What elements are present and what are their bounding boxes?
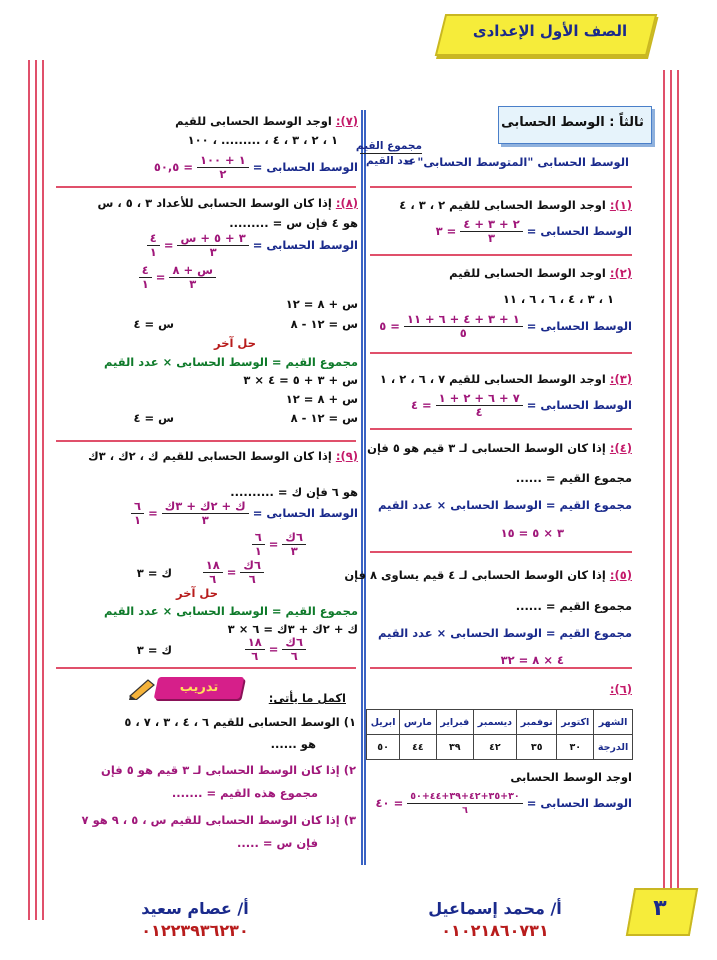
q5-number: (٥): — [609, 568, 632, 582]
q5-line3: مجموع القيم = الوسط الحسابى × عدد القيم — [378, 626, 632, 640]
q7-values: ١ ، ٢ ، ٣ ، ٤ ، ......... ، ١٠٠ — [187, 133, 338, 147]
q9-fraction-g — [282, 636, 306, 663]
q8-f1-denominator: ٣ — [209, 245, 217, 259]
table-cell: ٤٤ — [400, 735, 437, 760]
separator — [370, 428, 632, 430]
q7-denominator: ٢ — [219, 167, 227, 181]
practice-badge-label: تدريب — [179, 680, 219, 695]
q8-number: (٨): — [335, 196, 358, 210]
q1-result: = ٣ — [435, 224, 457, 238]
separator — [370, 352, 632, 354]
q9-t2-denominator: ٦ — [209, 572, 217, 586]
frame-left-line-2 — [35, 60, 37, 920]
q1-text: اوجد الوسط الحسابى للقيم ٢ ، ٣ ، ٤ — [399, 198, 606, 212]
q8-alt-heading: حل آخر — [214, 336, 256, 350]
q8-l1: س + ٨ = ١٢ — [285, 297, 358, 311]
q9-u2-denominator: ٦ — [251, 649, 259, 663]
q8-fraction-d — [139, 264, 152, 291]
practice-item-1b: هو ...... — [270, 737, 316, 751]
q8-step2: $\frac{\text{س + ٨}}{٣}$ = $\frac{٤}{١}$ — [56, 264, 216, 291]
q7-number: (٧): — [335, 114, 358, 128]
q9-t2-numerator: ١٨ — [203, 559, 223, 573]
q9-step2: $\frac{\text{٦ك}}{٣}$ = $\frac{٦}{١}$ — [56, 531, 306, 558]
practice-heading: اكمل ما يأتى: — [268, 691, 346, 705]
q7-line — [56, 114, 358, 128]
practice-item-1: ١) الوسط الحسابى للقيم ٦ ، ٤ ، ٣ ، ٧ ، ٥ — [124, 715, 356, 729]
q9-fraction-e — [240, 559, 264, 586]
q7-fraction — [197, 154, 249, 181]
q9-u1-numerator: ٦ك — [282, 636, 306, 650]
q3-fraction — [436, 392, 523, 419]
separator — [56, 440, 356, 442]
practice-item-3b: فإن س = ..... — [236, 836, 318, 850]
definition-fraction — [355, 139, 422, 168]
q2-values: ١ ، ٣ ، ٤ ، ٦ ، ٦ ، ١١ — [502, 292, 614, 306]
q5-line2: مجموع القيم = ...... — [515, 599, 632, 613]
q6-number: (٦): — [609, 682, 632, 696]
q9-step1: الوسط الحسابى = $\frac{\text{ك + ٢ك + ٣ك}}{٣}$ = $\frac{٦}{١}$ — [56, 500, 358, 527]
q3-number: (٣): — [609, 372, 632, 386]
q9-fraction-a — [162, 500, 249, 527]
q9-s2-denominator: ١ — [254, 544, 262, 558]
practice-item-2b: مجموع هذه القيم = ....... — [171, 786, 318, 800]
q5-text: إذا كان الوسط الحسابى لـ ٤ قيم يساوى ٨ فإن — [344, 568, 606, 582]
author2-name: أ/ عصام سعيد — [141, 899, 249, 918]
q9-step3: $\frac{\text{٦ك}}{٦}$ = $\frac{١٨}{٦}$ — [56, 559, 264, 586]
q7-text: اوجد الوسط الحسابى للقيم — [175, 114, 332, 128]
q1-number: (١): — [609, 198, 632, 212]
separator — [370, 551, 632, 553]
table-cell: ديسمبر — [473, 710, 516, 735]
q5-line — [344, 568, 632, 582]
q9-fraction-b — [131, 500, 144, 527]
table-row — [367, 710, 633, 735]
q8-a4: س = ١٢ - ٨ — [290, 411, 358, 425]
q1-fraction — [460, 218, 522, 245]
q9-u1-denominator: ٦ — [290, 649, 298, 663]
separator — [56, 186, 356, 188]
table-cell: ٥٠ — [367, 735, 400, 760]
q2-line — [370, 266, 632, 280]
q8-s1-numerator: س + ٨ — [169, 264, 216, 278]
q1-numerator: ٢ + ٣ + ٤ — [460, 218, 522, 232]
q3-line — [370, 372, 632, 386]
table-cell: ٣٩ — [436, 735, 473, 760]
q2-denominator: ٥ — [459, 326, 467, 340]
q8-a1: مجموع القيم = الوسط الحسابى × عدد القيم — [104, 355, 358, 369]
q8-line — [56, 196, 358, 210]
q1-solution — [370, 218, 632, 245]
table-cell: الدرجة — [594, 735, 633, 760]
q9-text: إذا كان الوسط الحسابى للقيم ك ، ٢ك ، ٣ك — [88, 449, 332, 463]
q3-label: الوسط الحسابى = — [526, 398, 632, 412]
q8-a4b: س = ٤ — [133, 411, 174, 425]
q9-f1-numerator: ك + ٢ك + ٣ك — [162, 500, 249, 514]
table-cell: ابريل — [367, 710, 400, 735]
q8-f1-numerator: ٣ + ٥ + س — [177, 232, 248, 246]
table-row — [367, 735, 633, 760]
q8-fraction-c — [169, 264, 216, 291]
q6-fraction — [407, 790, 523, 817]
q8-s1-denominator: ٣ — [189, 277, 197, 291]
q9-number: (٩): — [335, 449, 358, 463]
q8-fraction-b — [147, 232, 160, 259]
q5-line4: ٤ × ٨ = ٣٢ — [500, 653, 564, 667]
separator — [370, 667, 632, 669]
page-number: ٣ — [653, 896, 667, 921]
q9-fraction-h — [245, 636, 265, 663]
definition-label: الوسط الحسابى "المتوسط الحسابى" = — [403, 155, 629, 169]
q7-label: الوسط الحسابى = — [252, 160, 358, 174]
q1-label: الوسط الحسابى = — [526, 224, 632, 238]
q7-solution — [56, 154, 358, 181]
column-divider — [361, 110, 363, 865]
q3-denominator: ٤ — [475, 405, 483, 419]
practice-item-3: ٣) إذا كان الوسط الحسابى للقيم س ، ٥ ، ٩ هو ٧ — [81, 813, 356, 827]
q9-t1-numerator: ٦ك — [240, 559, 264, 573]
q9-text2: هو ٦ فإن ك = .......... — [230, 485, 358, 499]
q3-numerator: ٧ + ٦ + ٢ + ١ — [436, 392, 523, 406]
author1-phone: ٠١٠٢١٨٦٠٧٣١ — [441, 921, 549, 940]
table-cell: ٤٢ — [473, 735, 516, 760]
author2-phone: ٠١٢٢٣٩٣٦٢٣٠ — [141, 921, 249, 940]
q8-fraction-a — [177, 232, 248, 259]
q8-a3: س + ٨ = ١٢ — [285, 392, 358, 406]
q7-numerator: ١ + ١٠٠ — [197, 154, 249, 168]
q2-text: اوجد الوسط الحسابى للقيم — [449, 266, 606, 280]
q9-a1: مجموع القيم = الوسط الحسابى × عدد القيم — [104, 604, 358, 618]
author1-name: أ/ محمد إسماعيل — [428, 899, 562, 918]
q9-fraction-d — [252, 531, 265, 558]
q6-numerator: ٣٠+٣٥+٤٢+٣٩+٤٤+٥٠ — [407, 790, 523, 804]
q9-s2-numerator: ٦ — [252, 531, 265, 545]
q1-denominator: ٣ — [488, 231, 496, 245]
frame-right-line-1 — [663, 70, 665, 890]
q8-a2: س + ٣ + ٥ = ٤ × ٣ — [243, 373, 358, 387]
definition-numerator: مجموع القيم — [355, 140, 422, 152]
q8-l2: س = ١٢ - ٨ — [290, 317, 358, 331]
q6-solution — [366, 790, 632, 817]
table-cell: فبراير — [436, 710, 473, 735]
q9-f1-denominator: ٣ — [201, 513, 209, 527]
q9-s1-numerator: ٦ك — [282, 531, 306, 545]
q9-alt-result: ك = ٣ — [136, 643, 172, 657]
q9-result: ك = ٣ — [136, 566, 172, 580]
q4-text: إذا كان الوسط الحسابى لـ ٣ قيم هو ٥ فإن — [367, 441, 606, 455]
q6-label: الوسط الحسابى = — [526, 796, 632, 810]
q9-t1-denominator: ٦ — [248, 572, 256, 586]
q4-line2: مجموع القيم = ...... — [515, 471, 632, 485]
frame-right-line-2 — [670, 70, 672, 890]
frame-left-line-1 — [28, 60, 30, 920]
q9-s1-denominator: ٣ — [290, 544, 298, 558]
q3-solution — [370, 392, 632, 419]
q8-s2-denominator: ١ — [141, 277, 149, 291]
table-cell: ٣٥ — [516, 735, 557, 760]
q7-result: = ٥٠,٥ — [153, 160, 193, 174]
q4-number: (٤): — [609, 441, 632, 455]
grade-title: الصف الأول الإعدادى — [472, 22, 628, 40]
table-cell: نوفمبر — [516, 710, 557, 735]
q8-l2b: س = ٤ — [133, 317, 174, 331]
q8-text2: هو ٤ فإن س = ......... — [229, 216, 358, 230]
table-cell: اكتوبر — [557, 710, 594, 735]
frame-right-line-3 — [677, 70, 679, 890]
q2-label: الوسط الحسابى = — [526, 319, 632, 333]
q2-number: (٢): — [609, 266, 632, 280]
q8-step1: الوسط الحسابى = $\frac{\text{٣ + ٥ + س}}{٣}$ = $\frac{٤}{١}$ — [56, 232, 358, 259]
q8-s2-numerator: ٤ — [139, 264, 152, 278]
q4-line — [367, 441, 632, 455]
definition-denominator: عدد القيم — [366, 155, 416, 167]
practice-item-2: ٢) إذا كان الوسط الحسابى لـ ٣ قيم هو ٥ فإن — [101, 763, 356, 777]
q9-fraction-f — [203, 559, 223, 586]
q8-f2-denominator: ١ — [149, 245, 157, 259]
q9-label: الوسط الحسابى = — [252, 506, 358, 520]
frame-left-line-3 — [42, 60, 44, 920]
q2-result: = ٥ — [379, 319, 400, 333]
q9-fraction-c — [282, 531, 306, 558]
q6-table — [366, 709, 633, 760]
q6-denominator: ٦ — [462, 805, 468, 816]
section-heading: ثالثاً : الوسط الحسابى — [501, 115, 644, 130]
q9-alt-heading: حل آخر — [176, 586, 218, 600]
separator — [370, 254, 632, 256]
q9-f2-denominator: ١ — [134, 513, 142, 527]
q2-numerator: ١ + ٣ + ٤ + ٦ + ١١ — [404, 313, 523, 327]
q6-result: = ٤٠ — [375, 796, 404, 810]
q4-line3: مجموع القيم = الوسط الحسابى × عدد القيم — [378, 498, 632, 512]
q9-u2-numerator: ١٨ — [245, 636, 265, 650]
q3-result: = ٤ — [410, 398, 432, 412]
q9-alt-step: $\frac{\text{٦ك}}{٦}$ = $\frac{١٨}{٦}$ — [56, 636, 306, 663]
q8-text: إذا كان الوسط الحسابى للأعداد ٣ ، ٥ ، س — [97, 196, 332, 210]
separator — [56, 667, 356, 669]
q9-f2-numerator: ٦ — [131, 500, 144, 514]
table-cell: الشهر — [594, 710, 633, 735]
q8-label: الوسط الحسابى = — [252, 238, 358, 252]
q9-line — [56, 449, 358, 463]
q2-solution — [370, 313, 632, 340]
table-cell: مارس — [400, 710, 437, 735]
q8-f2-numerator: ٤ — [147, 232, 160, 246]
separator — [370, 186, 632, 188]
table-cell: ٣٠ — [557, 735, 594, 760]
q3-text: اوجد الوسط الحسابى للقيم ٧ ، ٦ ، ٢ ، ١ — [379, 372, 606, 386]
q4-line4: ٣ × ٥ = ١٥ — [500, 526, 564, 540]
q9-a2: ك + ٢ك + ٣ك = ٦ × ٣ — [227, 622, 358, 636]
q2-fraction — [404, 313, 523, 340]
q1-line — [370, 198, 632, 212]
q6-line1: اوجد الوسط الحسابى — [510, 770, 632, 784]
